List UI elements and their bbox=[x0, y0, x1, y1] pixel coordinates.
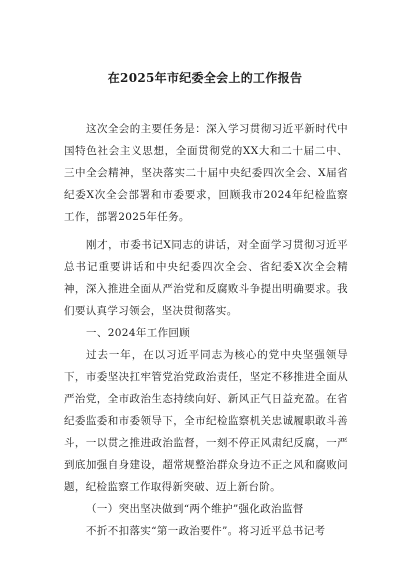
document-title: 在2025年市纪委全会上的工作报告 bbox=[107, 71, 303, 85]
review-paragraph: 过去一年，在以习近平同志为核心的党中央坚强领导下，市委坚决扛牢管党治党政治责任，坚定不移推进全面从严治党，全市政治生态持续向好、新风正气日益充盈。在省纪委监委和市委领导下，全市纪检监察机关忠诚履职敢斗善斗，一以贯之推进政治监督，一刻不停正风肃纪反腐，一严到底加强自身建设，超常规整治群众身边不正之风和腐败问题，纪检监察工作取得新突破、迈上新台阶。 bbox=[64, 349, 348, 493]
section-heading: 一、2024年工作回顾 bbox=[86, 327, 191, 339]
subsection-heading: （一）突出坚决做到“两个维护”强化政治监督 bbox=[86, 503, 304, 515]
intro-paragraph: 这次全会的主要任务是：深入学习贯彻习近平新时代中国特色社会主义思想，全面贯彻党的XX大和二十届二中、三中全会精神，坚决落实二十届中央纪委四次全会、X届省纪委X次全会部署和市委要求，回顾我市2024年纪检监察工作，部署2025年任务。 bbox=[64, 123, 348, 223]
document-body bbox=[64, 118, 348, 542]
speech-reference-paragraph: 刚才，市委书记X同志的讲话，对全面学习贯彻习近平总书记重要讲话和中央纪委四次全会、省纪委X次全会精神，深入推进全面从严治党和反腐败斗争提出明确要求。我们要认真学习领会，坚决贯彻落实。 bbox=[64, 239, 348, 317]
trailing-paragraph: 不折不扣落实“第一政治要件”。将习近平总书记考 bbox=[86, 525, 326, 537]
